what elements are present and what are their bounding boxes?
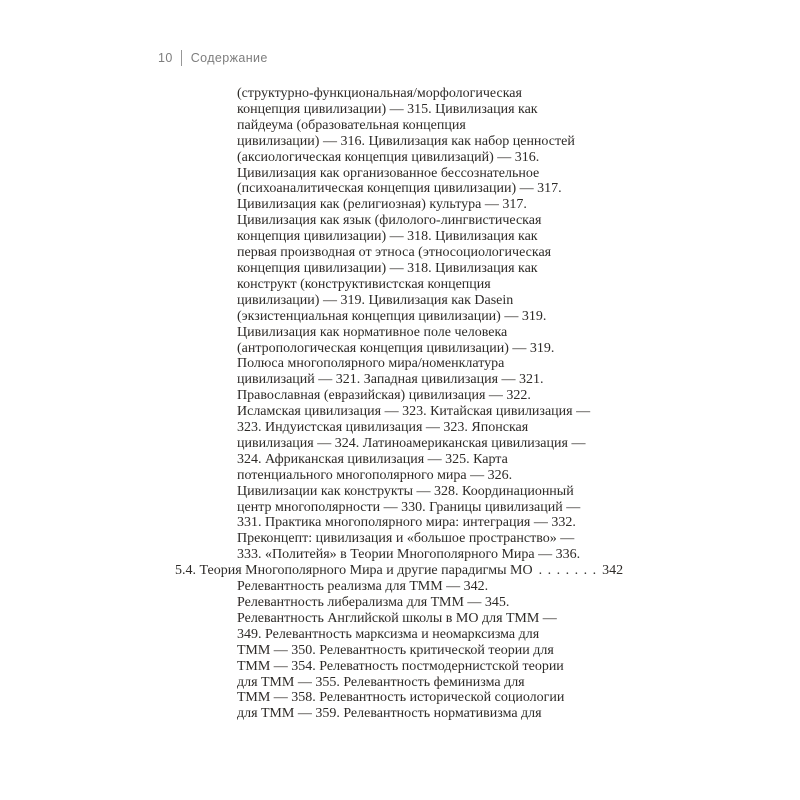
page-header xyxy=(158,50,268,66)
toc-line: (структурно-функциональная/морфологическая xyxy=(237,86,522,101)
toc-line: цивилизации) — 319. Цивилизация как Dasein xyxy=(237,292,514,308)
toc-line: Релевантность либерализма для ТММ — 345. xyxy=(237,595,510,610)
toc-line: цивилизации) — 316. Цивилизация как набор ценностей xyxy=(237,133,575,149)
toc-line: пайдеума (образовательная концепция xyxy=(237,117,466,133)
toc-dot-leader: . . . . . . . xyxy=(538,563,598,579)
toc-line: Цивилизации как конструкты — 328. Координационный xyxy=(237,483,574,499)
toc-line: 323. Индуистская цивилизация — 323. Японская xyxy=(237,420,529,436)
toc-line: 324. Африканская цивилизация — 325. Карта xyxy=(237,451,508,467)
toc-line: (психоаналитическая концепция цивилизации) — 317. xyxy=(237,181,562,197)
toc-entry-number: 5.4. xyxy=(175,563,196,579)
toc-line: центр многополярности — 330. Границы цивилизаций — xyxy=(237,499,581,515)
toc-line: Цивилизация как язык (филолого-лингвистическая xyxy=(237,213,542,229)
toc-line: 349. Релевантность марксизма и неомарксизма для xyxy=(237,626,540,642)
page-number: 10 xyxy=(158,51,173,65)
toc-line: для ТММ — 359. Релевантность нормативизма для xyxy=(237,706,542,722)
toc-line: Цивилизация как (религиозная) культура — 317. xyxy=(237,197,527,213)
toc-entry-5-4 xyxy=(175,563,800,579)
toc-line: цивилизация — 324. Латиноамериканская цивилизация — xyxy=(237,435,586,451)
toc-line: ТММ — 354. Релеватность постмодернистской теории xyxy=(237,658,564,674)
toc-content xyxy=(0,86,800,722)
toc-line: (антропологическая концепция цивилизации) — 319. xyxy=(237,340,555,356)
toc-line: концепция цивилизации) — 318. Цивилизация как xyxy=(237,229,538,245)
toc-line: концепция цивилизации) — 318. Цивилизация как xyxy=(237,260,538,276)
toc-line: Полюса многополярного мира/номенклатура xyxy=(237,356,505,372)
toc-line: Исламская цивилизация — 323. Китайская цивилизация — xyxy=(237,404,591,420)
toc-line: цивилизаций — 321. Западная цивилизация — 321. xyxy=(237,372,544,388)
toc-entry-title: Теория Многополярного Мира и другие парадигмы МО xyxy=(199,563,533,579)
toc-line: Православная (евразийская) цивилизация — 322. xyxy=(237,388,531,404)
toc-line: Релевантность реализма для ТММ — 342. xyxy=(237,579,489,595)
toc-line: первая производная от этноса (этносоциологическая xyxy=(237,245,552,261)
toc-line: Преконцепт: цивилизация и «большое пространство» — xyxy=(237,531,575,547)
toc-line: (аксиологическая концепция цивилизаций) — 316. xyxy=(237,149,540,165)
toc-line: конструкт (конструктивистская концепция xyxy=(237,276,491,292)
toc-line: ТММ — 350. Релевантность критической теории для xyxy=(237,642,554,658)
toc-entry-page: 342 xyxy=(602,563,624,579)
toc-line: Цивилизация как нормативное поле человека xyxy=(237,324,508,340)
toc-line: потенциального многополярного мира — 326. xyxy=(237,467,513,483)
toc-line: 333. «Политейя» в Теории Многополярного Мира — 336. xyxy=(237,547,581,563)
toc-line: концепция цивилизации) — 315. Цивилизация как xyxy=(237,101,538,117)
toc-subentries-section-5-3 xyxy=(0,86,800,563)
toc-line: для ТММ — 355. Релевантность феминизма для xyxy=(237,674,525,690)
toc-subentries-section-5-4 xyxy=(0,579,800,722)
toc-line: 331. Практика многополярного мира: интеграция — 332. xyxy=(237,515,576,531)
toc-line: Цивилизация как организованное бессознательное xyxy=(237,165,540,181)
toc-line: ТММ — 358. Релевантность исторической социологии xyxy=(237,690,565,706)
header-divider xyxy=(181,50,182,66)
running-title: Содержание xyxy=(190,51,268,65)
toc-line: Релевантность Английской школы в МО для ТММ — xyxy=(237,610,557,626)
toc-line: (экзистенциальная концепция цивилизации) — 319. xyxy=(237,308,547,324)
